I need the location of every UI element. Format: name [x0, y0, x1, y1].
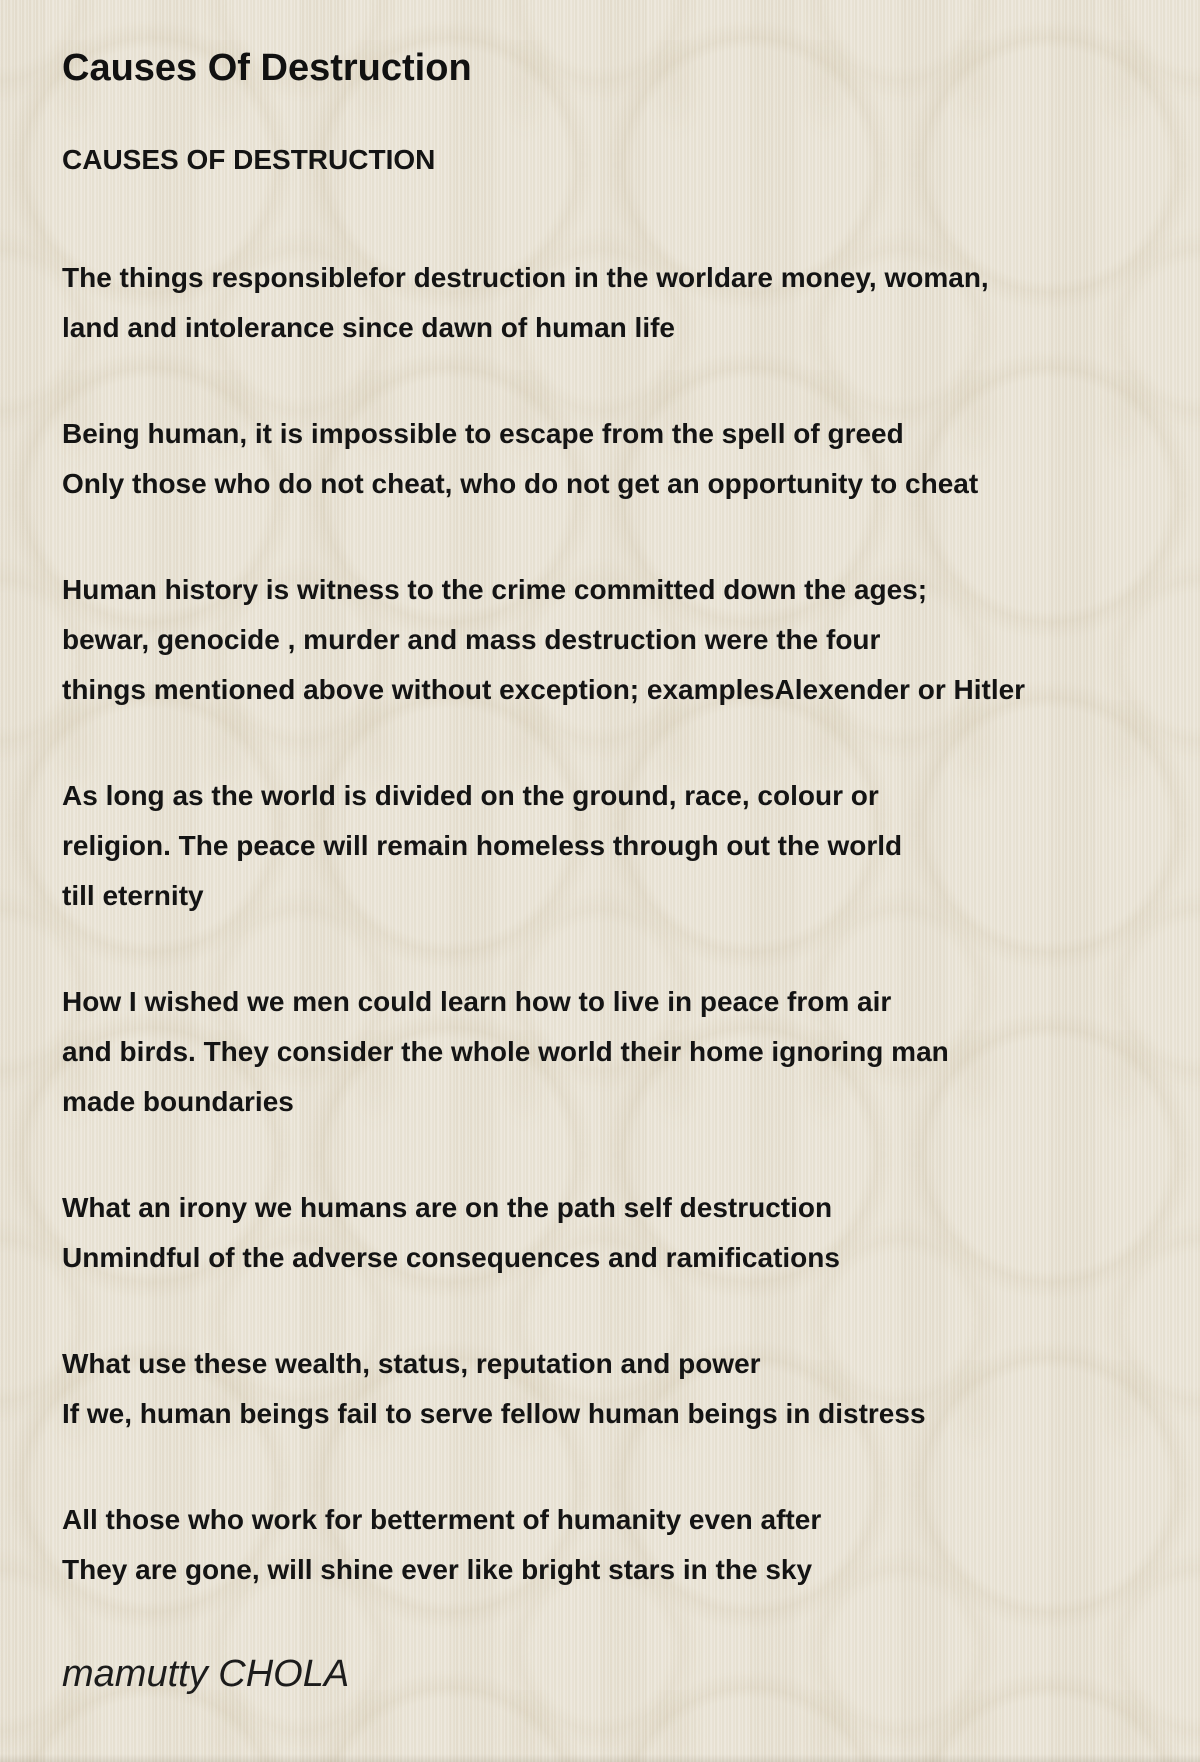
poem-line: All those who work for betterment of humanity even after — [62, 1504, 822, 1535]
page-title: Causes Of Destruction — [62, 47, 472, 89]
poem-line: Human history is witness to the crime committed down the ages; — [62, 574, 928, 605]
poem-line: The things responsiblefor destruction in the worldare money, woman, — [62, 262, 989, 293]
poem-line: Being human, it is impossible to escape from the spell of greed — [62, 418, 904, 449]
author-signature: mamutty CHOLA — [62, 1653, 350, 1695]
poem-line: things mentioned above without exception; examplesAlexender or Hitler — [62, 674, 1026, 705]
stanza — [62, 1339, 1142, 1439]
poem-line: and birds. They consider the whole world their home ignoring man — [62, 1036, 949, 1067]
poem-subtitle: CAUSES OF DESTRUCTION — [62, 144, 436, 175]
stanza — [62, 1495, 1142, 1595]
stanza — [62, 1183, 1142, 1283]
stanza — [62, 771, 1142, 921]
poem-line: They are gone, will shine ever like bright stars in the sky — [62, 1554, 813, 1585]
poem-line: If we, human beings fail to serve fellow human beings in distress — [62, 1398, 926, 1429]
poem-line: till eternity — [62, 880, 204, 911]
poem-line: How I wished we men could learn how to live in peace from air — [62, 986, 892, 1017]
poem-line: bewar, genocide , murder and mass destruction were the four — [62, 624, 881, 655]
poem-line: What an irony we humans are on the path self destruction — [62, 1192, 833, 1223]
poem-line: made boundaries — [62, 1086, 294, 1117]
poem-line: Only those who do not cheat, who do not get an opportunity to cheat — [62, 468, 979, 499]
poem-body — [62, 253, 1142, 1595]
poem-line: What use these wealth, status, reputation and power — [62, 1348, 761, 1379]
stanza — [62, 977, 1142, 1127]
poem-line: religion. The peace will remain homeless through out the world — [62, 830, 903, 861]
poem-line: land and intolerance since dawn of human life — [62, 312, 675, 343]
stanza — [62, 565, 1142, 715]
poem-line: Unmindful of the adverse consequences and ramifications — [62, 1242, 840, 1273]
poem-line: As long as the world is divided on the ground, race, colour or — [62, 780, 879, 811]
stanza — [62, 253, 1142, 353]
stanza — [62, 409, 1142, 509]
